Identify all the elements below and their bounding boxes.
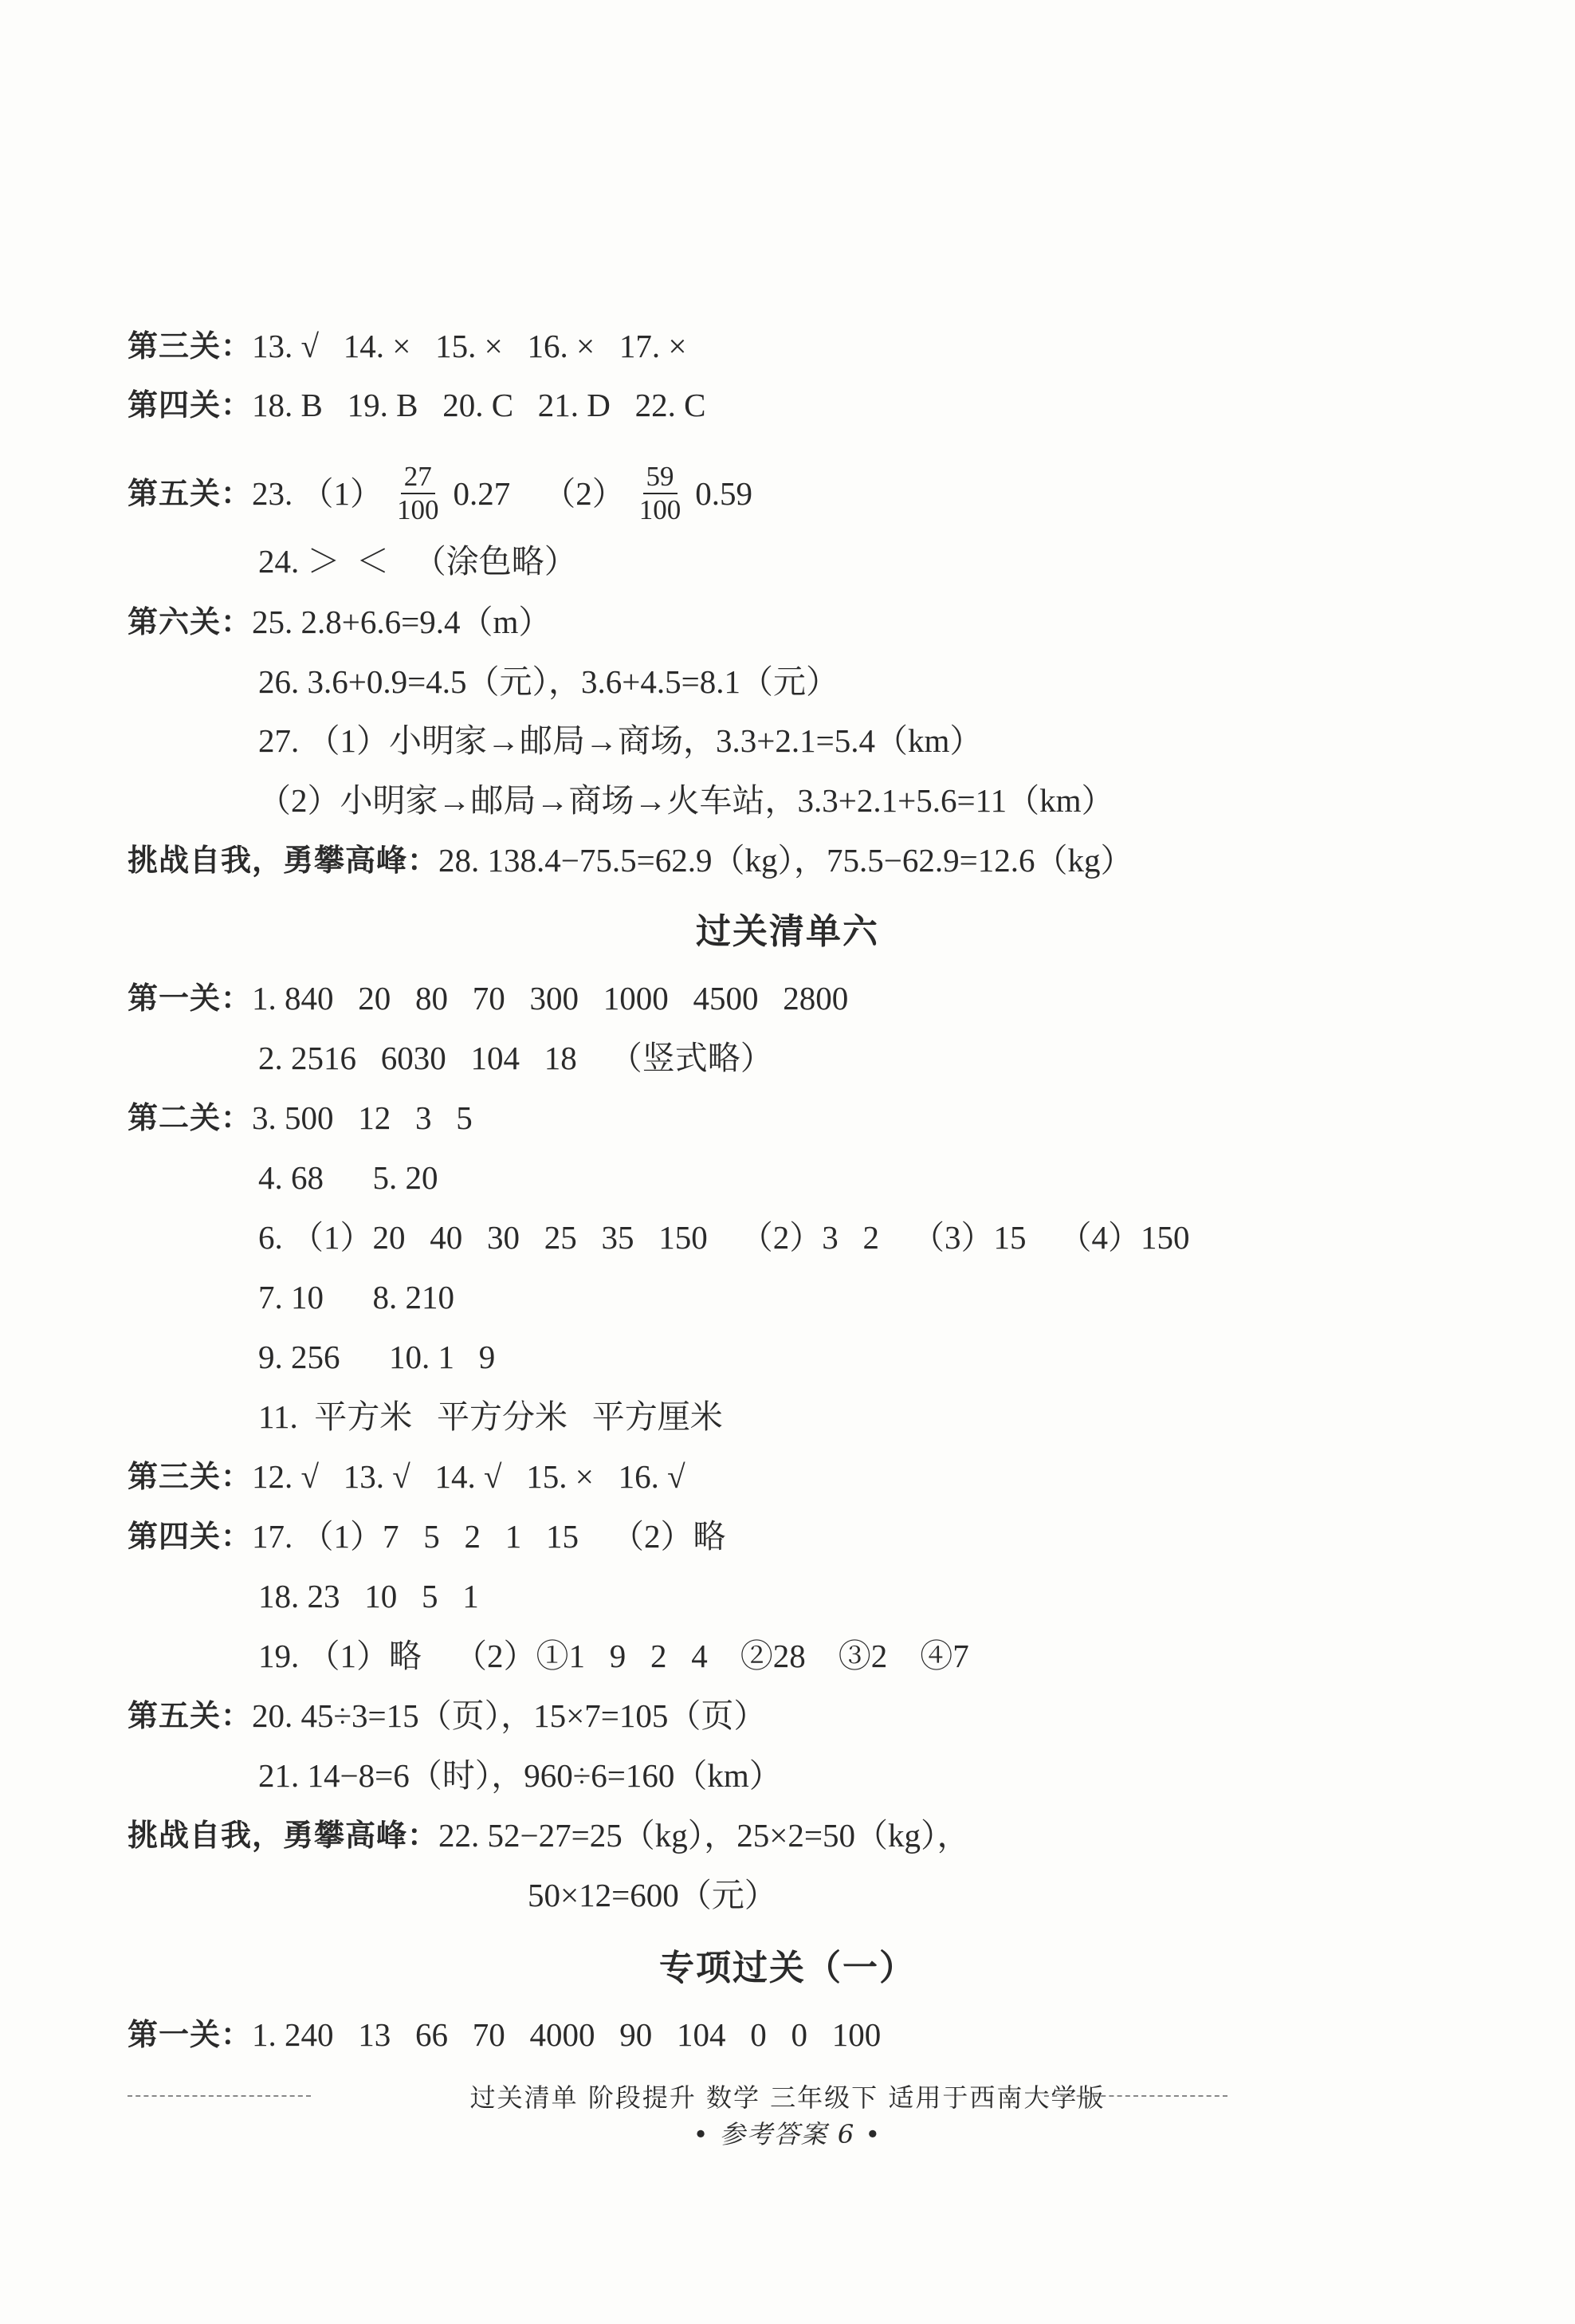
section-1-line — [128, 976, 848, 1020]
section-4-line — [128, 383, 706, 427]
section-heading: 过关清单六 — [696, 911, 879, 952]
answer-text: 27. （1）小明家→邮局→商场，3.3+2.1=5.4（km） — [258, 722, 983, 759]
footer-title: 过关清单 阶段提升 数学 三年级下 适用于西南大学版 — [469, 2082, 1106, 2113]
section-label: 第三关： — [128, 328, 253, 364]
section-label: 挑战自我，勇攀高峰： — [128, 1818, 439, 1853]
answer-text: 0.59 — [695, 475, 753, 512]
fraction — [394, 461, 442, 526]
answer-text: 1. 240 13 66 70 4000 90 104 0 0 100 — [252, 2016, 882, 2053]
section-label: 第三关： — [128, 1459, 253, 1494]
section-label: 第四关： — [128, 1519, 253, 1554]
page-number: • 参考答案 6 • — [693, 2119, 882, 2149]
fraction — [636, 461, 685, 526]
answer-text: 13. √ 14. × 15. × 16. × 17. × — [252, 328, 687, 364]
answer-line — [258, 1394, 723, 1439]
answer-text: 0.27 （2） — [453, 475, 625, 512]
section-6-line — [128, 600, 551, 644]
fraction-numerator: 59 — [643, 461, 678, 494]
fraction-numerator: 27 — [401, 461, 435, 494]
answer-line — [258, 1155, 438, 1200]
answer-text: 50×12=600（元） — [528, 1877, 777, 1913]
answer-text: 17. （1）7 5 2 1 15 （2）略 — [252, 1518, 726, 1555]
answer-line — [258, 1574, 479, 1618]
section-5-line — [128, 1693, 766, 1738]
section-4-line — [128, 1514, 726, 1559]
answer-text: 18. B 19. B 20. C 21. D 22. C — [252, 387, 706, 423]
answer-text: 9. 256 10. 1 9 — [258, 1339, 496, 1375]
answer-text: 28. 138.4−75.5=62.9（kg），75.5−62.9=12.6（kg） — [438, 842, 1133, 879]
challenge-line — [128, 1813, 970, 1858]
answer-line — [258, 1036, 773, 1080]
section-heading: 专项过关（一） — [659, 1948, 916, 1988]
answer-text: 12. √ 13. √ 14. √ 15. × 16. √ — [252, 1458, 685, 1495]
section-label: 第一关： — [128, 981, 253, 1016]
challenge-line — [128, 838, 1133, 883]
section-2-line — [128, 1095, 473, 1140]
answer-line — [258, 1753, 782, 1798]
section-3-line — [128, 324, 687, 368]
fraction-denominator: 100 — [638, 494, 681, 525]
section-label: 第四关： — [128, 387, 253, 423]
section-label: 第五关： — [128, 476, 253, 511]
answer-text: 22. 52−27=25（kg），25×2=50（kg）， — [438, 1817, 970, 1854]
answer-text: 2. 2516 6030 104 18 （竖式略） — [258, 1040, 773, 1076]
section-label: 第二关： — [128, 1100, 253, 1135]
answer-text: 7. 10 8. 210 — [258, 1279, 454, 1315]
answer-line — [258, 1215, 1190, 1260]
answer-text: 21. 14−8=6（时），960÷6=160（km） — [258, 1757, 782, 1794]
answer-line — [258, 718, 982, 763]
section-label: 第五关： — [128, 1698, 253, 1733]
answer-text: 23. （1） — [252, 475, 383, 512]
answer-line — [258, 1275, 454, 1319]
answer-text: 25. 2.8+6.6=9.4（m） — [252, 604, 552, 640]
section-1-line — [128, 2012, 881, 2057]
fraction-denominator: 100 — [397, 494, 439, 525]
answer-text: 24. ＞ ＜ （涂色略） — [258, 543, 577, 580]
answer-text: 3. 500 12 3 5 — [252, 1099, 473, 1136]
answer-text: 1. 840 20 80 70 300 1000 4500 2800 — [252, 980, 849, 1017]
answer-text: 6. （1）20 40 30 25 35 150 （2）3 2 （3）15 （4）150 — [258, 1219, 1190, 1256]
answer-line — [258, 1634, 969, 1678]
answer-line — [258, 659, 839, 704]
answer-text: （2）小明家→邮局→商场→火车站，3.3+2.1+5.6=11（km） — [258, 782, 1114, 819]
answer-text: 18. 23 10 5 1 — [258, 1578, 479, 1614]
answer-line — [258, 778, 1114, 823]
answer-text: 4. 68 5. 20 — [258, 1159, 438, 1196]
answer-text: 20. 45÷3=15（页），15×7=105（页） — [252, 1697, 767, 1734]
section-label: 第一关： — [128, 2017, 253, 2052]
section-label: 挑战自我，勇攀高峰： — [128, 843, 439, 878]
answer-line — [258, 1335, 495, 1379]
section-3-line — [128, 1454, 685, 1499]
answer-line — [258, 539, 577, 584]
answer-text: 19. （1）略 （2）①1 9 2 4 ②28 ③2 ④7 — [258, 1638, 969, 1674]
answer-text: 26. 3.6+0.9=4.5（元），3.6+4.5=8.1（元） — [258, 663, 839, 700]
answer-text: 11. 平方米 平方分米 平方厘米 — [258, 1398, 723, 1435]
section-label: 第六关： — [128, 604, 253, 639]
answer-line — [528, 1873, 777, 1917]
section-5-line — [128, 458, 752, 529]
